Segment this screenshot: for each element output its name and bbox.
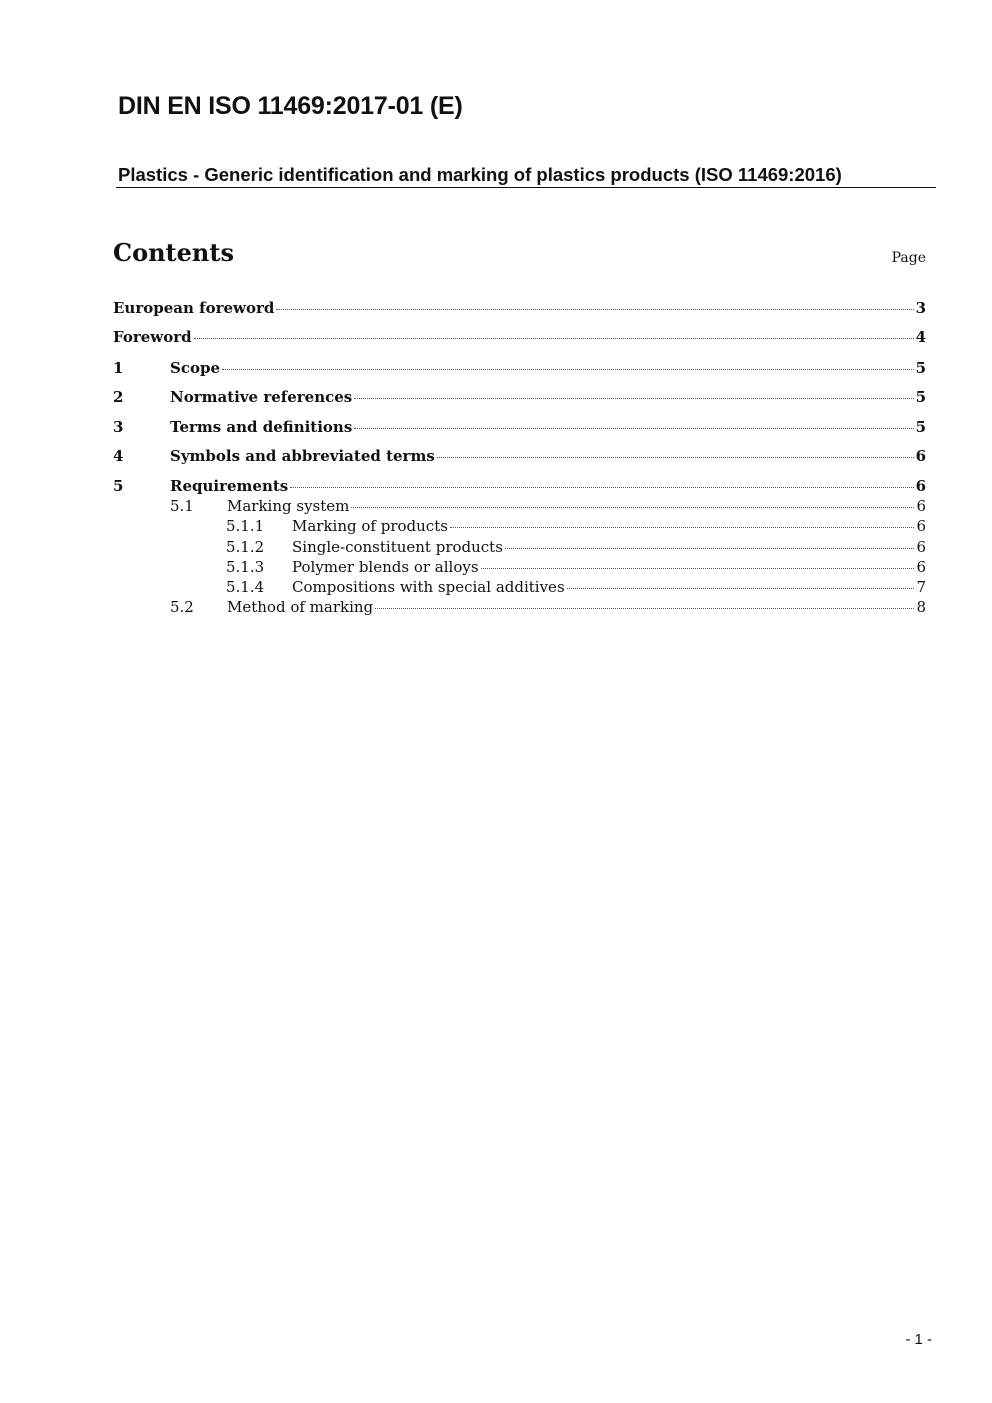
toc-entry-page: 5 — [915, 388, 926, 406]
toc-entry-number: 5 — [113, 477, 124, 495]
toc-entry[interactable] — [113, 537, 926, 557]
toc-entry-number: 4 — [113, 447, 124, 465]
toc-entry[interactable] — [113, 597, 926, 617]
toc-dot-leader — [351, 506, 914, 508]
toc-entry-page: 6 — [915, 447, 926, 465]
toc-dot-leader — [505, 547, 915, 549]
toc-entry-page: 8 — [916, 598, 926, 616]
toc-entry-title: Single-constituent products — [292, 538, 503, 556]
toc-entry[interactable] — [113, 327, 926, 347]
toc-dot-leader — [354, 397, 913, 399]
toc-entry-title: Requirements — [170, 477, 289, 495]
toc-entry-number: 5.2 — [170, 598, 194, 616]
toc-entry-page: 6 — [916, 538, 926, 556]
toc-entry[interactable] — [113, 417, 926, 437]
toc-dot-leader — [222, 368, 914, 370]
toc-entry-title: Scope — [170, 359, 221, 377]
document-subtitle: Plastics - Generic identification and marking of plastics products (ISO 11469:2016) — [116, 162, 936, 188]
page-column-label: Page — [891, 250, 926, 266]
toc-entry-title: Terms and definitions — [170, 418, 353, 436]
toc-entry[interactable] — [113, 387, 926, 407]
toc-entry-number: 5.1.3 — [226, 558, 265, 576]
toc-entry-number: 5.1 — [170, 497, 194, 515]
toc-entry-page: 6 — [916, 497, 926, 515]
document-id: DIN EN ISO 11469:2017-01 (E) — [118, 92, 463, 120]
toc-entry-number: 5.1.2 — [226, 538, 265, 556]
toc-dot-leader — [375, 607, 914, 609]
toc-entry-title: Foreword — [113, 328, 192, 346]
toc-entry-title: Method of marking — [227, 598, 374, 616]
toc-entry[interactable] — [113, 577, 926, 597]
toc-entry-page: 5 — [915, 359, 926, 377]
toc-entry[interactable] — [113, 516, 926, 536]
toc-entry-page: 4 — [915, 328, 926, 346]
toc-entry[interactable] — [113, 446, 926, 466]
toc-entry[interactable] — [113, 496, 926, 516]
toc-entry-number: 3 — [113, 418, 124, 436]
toc-entry-number: 5.1.4 — [226, 578, 265, 596]
toc-entry-number: 1 — [113, 359, 124, 377]
toc-dot-leader — [276, 308, 913, 310]
toc-entry-title: Normative references — [170, 388, 353, 406]
toc-entry-title: Symbols and abbreviated terms — [170, 447, 435, 465]
toc-entry[interactable] — [113, 298, 926, 318]
toc-dot-leader — [567, 587, 915, 589]
toc-entry-title: Marking system — [227, 497, 350, 515]
toc-entry-number: 2 — [113, 388, 124, 406]
toc-dot-leader — [290, 486, 913, 488]
toc-entry-page: 5 — [915, 418, 926, 436]
page-number: - 1 - — [905, 1331, 932, 1348]
toc-entry-title: Compositions with special additives — [292, 578, 565, 596]
toc-entry-page: 6 — [915, 477, 926, 495]
toc-entry-page: 6 — [916, 558, 926, 576]
toc-dot-leader — [437, 456, 914, 458]
toc-entry-page: 7 — [916, 578, 926, 596]
toc-entry-title: European foreword — [113, 299, 275, 317]
toc-entry-page: 6 — [916, 517, 926, 535]
toc-entry[interactable] — [113, 358, 926, 378]
toc-dot-leader — [194, 337, 914, 339]
toc-entry[interactable] — [113, 476, 926, 496]
toc-entry[interactable] — [113, 557, 926, 577]
toc-dot-leader — [354, 427, 913, 429]
toc-dot-leader — [450, 526, 915, 528]
toc-entry-page: 3 — [915, 299, 926, 317]
toc-entry-title: Polymer blends or alloys — [292, 558, 479, 576]
toc-dot-leader — [481, 567, 915, 569]
toc-entry-number: 5.1.1 — [226, 517, 265, 535]
toc-entry-title: Marking of products — [292, 517, 448, 535]
contents-heading: Contents — [113, 238, 234, 267]
